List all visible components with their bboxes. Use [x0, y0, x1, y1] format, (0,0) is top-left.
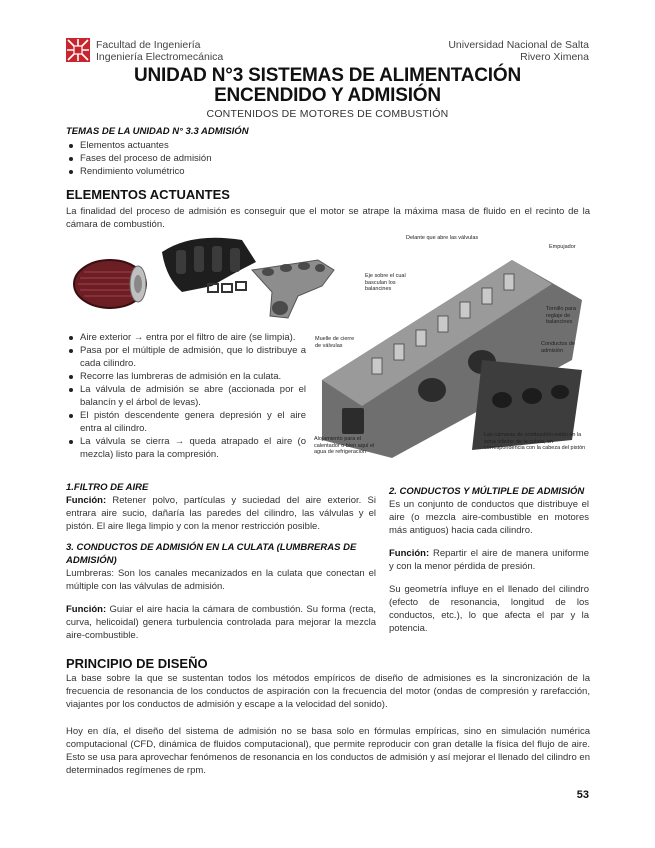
air-filter-function [66, 494, 376, 533]
page-number: 53 [576, 789, 589, 801]
label-coolant-housing: Alojamiento para el calentador o bien aquí el agua de refrigeración [314, 436, 375, 455]
section-title-air-filter: 1.FILTRO DE AIRE [66, 482, 149, 493]
design-paragraph-2: Hoy en día, el diseño del sistema de admisión no se basa solo en fórmulas empíricas, sino en simulación numérica computacional (CFD, dinámica de fluidos computacional), que permite reproducir con gran detalle la física del flujo de aire. Esto se usa para aprovechar fenómenos de resonancia en los conductos de admisión y así mejorar el llenado del cilindro en determinados regímenes de rpm. [66, 726, 590, 776]
function-label: Función: [66, 604, 107, 615]
function-label: Función: [66, 495, 107, 506]
list-item: Fases del proceso de admisión [66, 152, 212, 165]
elements-intro: La finalidad del proceso de admisión es conseguir que el motor se atrape la máxima masa de fluido en el recinto de la cámara de combustión. [66, 206, 590, 230]
label-valve-spring: Muelle de cierre de válvulas [315, 336, 355, 349]
manifold-description: Es un conjunto de conductos que distribuye el aire (o mezcla aire-combustible en motores más antiguos) hacia cada cilindro. [389, 499, 589, 536]
function-label: Función: [389, 548, 430, 559]
label-combustion-chambers: Las cámaras de combustión están en la zona inferior de la culata, en correspondencia con la cabeza del pistón [484, 432, 586, 451]
intake-manifold-image [152, 232, 262, 304]
title-line-1: UNIDAD N°3 SISTEMAS DE ALIMENTACIÓN [134, 65, 521, 86]
label-adjust-screw: Tornillo para reglaje de balancines [546, 306, 576, 325]
function-text: Retener polvo, partículas y suciedad del aire exterior. Si entrara aire sucio, dañaría las paredes del cilindro, las válvulas y el pistón. El aire llega limpio y con la menor restricción posible. [66, 495, 376, 532]
page-subtitle: CONTENIDOS DE MOTORES DE COMBUSTIÓN [206, 108, 449, 120]
label-intake-ducts: Conductos de admisión [541, 341, 575, 354]
university-logo [66, 38, 90, 62]
section-title-ports: 3. CONDUCTOS DE ADMISIÓN EN LA CULATA (LUMBRERAS DE ADMISIÓN) [66, 542, 357, 566]
label-tappet: Empujador [549, 244, 576, 250]
page-title [0, 66, 655, 106]
manifold-function [389, 547, 589, 573]
ports-function [66, 603, 376, 642]
air-filter-image [72, 244, 154, 320]
list-item: Pasa por el múltiple de admisión, que lo distribuye a cada cilindro. [66, 344, 306, 370]
list-item: La válvula de admisión se abre (accionada por el balancín y el árbol de levas). [66, 383, 306, 409]
right-column [389, 485, 589, 635]
topics-title: TEMAS DE LA UNIDAD N° 3.3 ADMISIÓN [66, 126, 249, 137]
section-title-manifold: 2. CONDUCTOS Y MÚLTIPLE DE ADMISIÓN [389, 486, 585, 497]
university-header [448, 40, 589, 63]
program-name: Ingeniería Electromecánica [96, 50, 224, 63]
manifold-geometry-note: Su geometría influye en el llenado del cilindro (efecto de resonancia, longitud de los conductos, etc.), lo que afecta el par y la potencia. [389, 584, 589, 634]
section-heading-design: PRINCIPIO DE DISEÑO [66, 656, 208, 671]
faculty-header [96, 40, 223, 63]
title-line-2: ENCENDIDO Y ADMISIÓN [214, 85, 441, 106]
left-column [66, 481, 376, 642]
university-name: Universidad Nacional de Salta [448, 39, 589, 51]
function-text: Repartir el aire de manera uniforme y con la menor pérdida de presión. [389, 548, 589, 572]
intake-process-list [66, 331, 306, 461]
function-text: Guiar el aire hacia la cámara de combustión. Su forma (recta, curva, helicoidal) genera turbulencia controlada para mejorar la mezcla aire-combustible. [66, 604, 376, 641]
list-item: Rendimiento volumétrico [66, 165, 212, 178]
section-heading-elements: ELEMENTOS ACTUANTES [66, 187, 230, 202]
list-item: Elementos actuantes [66, 139, 212, 152]
list-item: Aire exterior → entra por el filtro de aire (se limpia). [66, 331, 306, 344]
topics-list [66, 139, 212, 178]
design-paragraph-1: La base sobre la que se sustentan todos los métodos empíricos de diseño de admisiones es la sincronización de la frecuencia de resonancia de los conductos de aspiración con la frecuencia del motor (ondas de compresión y rarefacción, viajantes por los conductos de admisión y escape a la velocidad del sonido). [66, 673, 590, 710]
faculty-name: Facultad de Ingeniería [96, 39, 201, 51]
ports-description: Lumbreras: Son los canales mecanizados en la culata que conectan el múltiple con las válvulas de admisión. [66, 568, 376, 592]
label-rocker-shaft: Eje sobre el cual basculan los balancines [365, 273, 406, 292]
list-item: El pistón descendente genera depresión y el aire entra al cilindro. [66, 409, 306, 435]
list-item: La válvula se cierra → queda atrapado el aire (o mezcla) listo para la compresión. [66, 435, 306, 461]
author-name: Rivero Ximena [520, 50, 589, 63]
list-item: Recorre las lumbreras de admisión en la culata. [66, 370, 306, 383]
label-camshaft: Delante que abre las válvulas [406, 235, 479, 241]
